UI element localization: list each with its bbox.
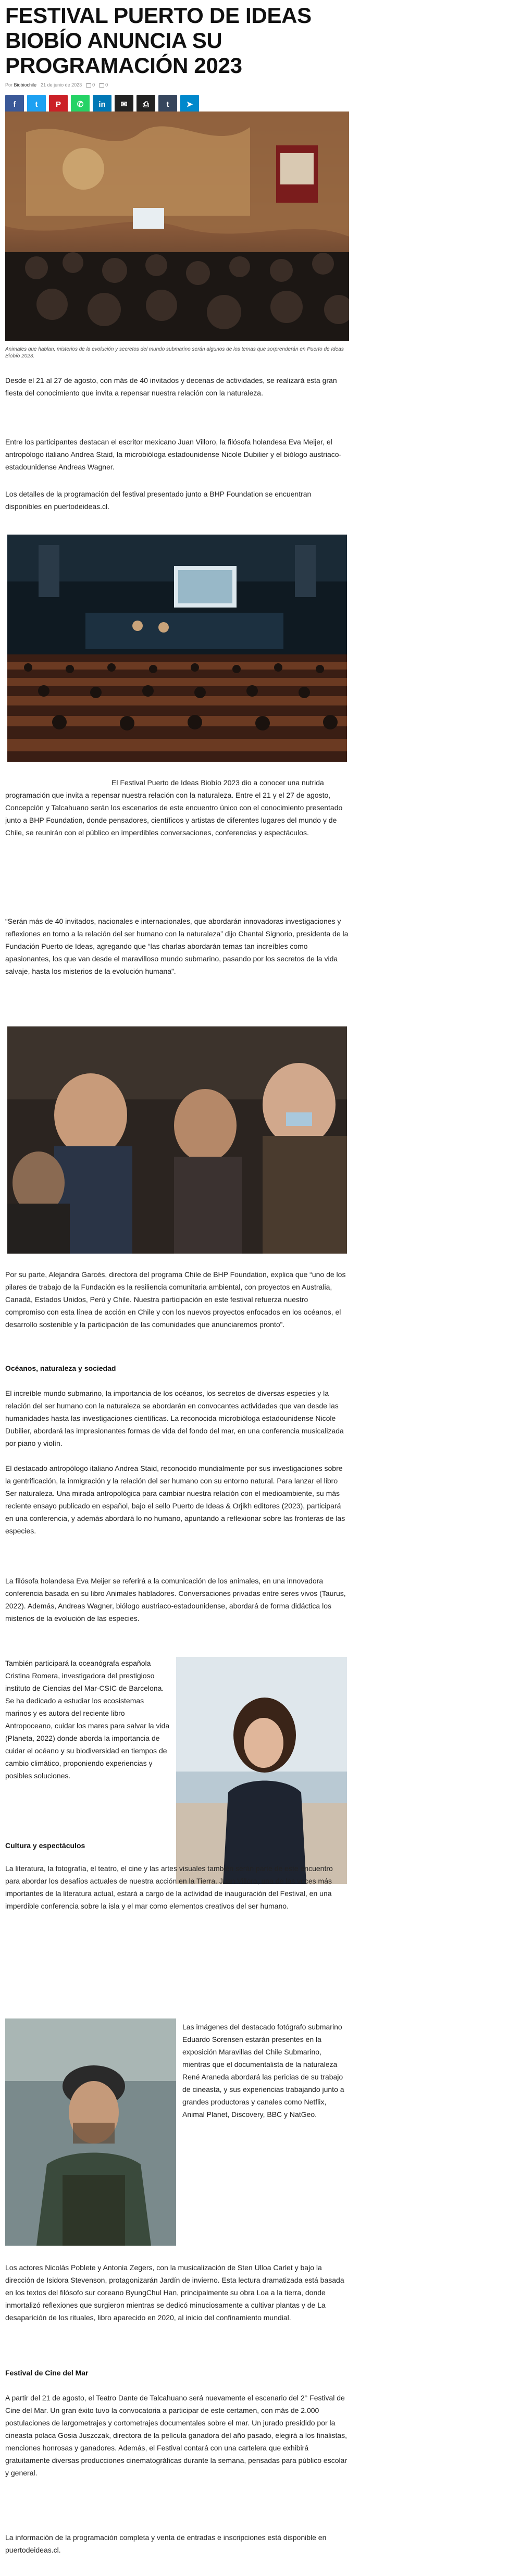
section-heading-oceanos: Océanos, naturaleza y sociedad xyxy=(5,1364,116,1372)
eye-icon xyxy=(86,83,91,88)
paragraph-9: La filósofa holandesa Eva Meijer se referirá a la comunicación de los animales, en una innovadora conferencia basada en su libro Animales habladores. Conversaciones privadas entre seres vivos (Taurus, 2022). Además, Andreas Wagner, biólogo austriaco-estadounidense, abordará de forma didáctica los misterios de la evolución de las especies. xyxy=(5,1577,346,1623)
theatre-photo-illustration xyxy=(7,535,347,762)
share-email-button[interactable] xyxy=(115,95,133,114)
views-count: 0 xyxy=(92,82,95,88)
hero-caption: Animales que hablan, misterios de la evolución y secretos del mundo submarino serán algunos de los temas que sorprenderán en Puerto de Ideas Biobío 2023. xyxy=(5,346,344,359)
comment-icon xyxy=(99,83,104,88)
share-tumblr-button[interactable] xyxy=(158,95,177,114)
share-telegram-button[interactable] xyxy=(180,95,199,114)
paragraph-13: Los actores Nicolás Poblete y Antonia Zegers, con la musicalización de Sten Ulloa Carlet y bajo la dirección de Isidora Stevenson, protagonizarán Jardín de invierno. Esta lectura dramatizada está basada en los textos del filósofo sur coreano ByungChul Han, principalmente su obra Loa a la tierra, donde inmortalizó reflexiones que surgieron mientras se dedicó minuciosamente a cultivar plantas y de La desaparición de los rituales, libro aparecido en 2020, al inicio del confinamiento mundial. xyxy=(5,2263,344,2322)
print-icon: ⎙ xyxy=(142,100,149,109)
meta-prefix: Por xyxy=(5,82,13,88)
paragraph-5: “Serán más de 40 invitados, nacionales e internacionales, que abordarán innovadoras investigaciones y reflexiones en torno a la relación del ser humano con la naturaleza” dijo Chantal Signorio, presidenta de la Fundación Puerto de Ideas, agregando que “las charlas abordarán temas tan increíbles como apasionantes, los que van desde el maravilloso mundo submarino, pasando por los secretos de la vida salvaje, hasta los misterios de la evolución humana”. xyxy=(5,917,349,975)
paragraph-10: También participará la oceanógrafa española Cristina Romera, investigadora del prestigioso instituto de Ciencias del Mar-CSIC de Barcelona. Se ha dedicado a estudiar los ecosistemas marinos y es autora del reciente libro Antropoceano, cuidar los mares para salvar la vida (Planeta, 2022) donde aborda la importancia de cuidar el océano y su biodiversidad en tiempos de cambio climático, proponiendo experiencias y posibles soluciones. xyxy=(5,1659,170,1780)
romera-photo xyxy=(176,1657,347,1884)
paragraph-15: La información de la programación completa y venta de entradas e inscripciones está disponible en puertodeideas.cl. xyxy=(5,2533,327,2554)
theatre-photo xyxy=(7,535,347,762)
paragraph-7: El increíble mundo submarino, la importancia de los océanos, los secretos de diversas especies y la relación del ser humano con la naturaleza se abordarán en convocantes actividades que van desde las humanidades hasta las investigaciones científicas. La reconocida microbióloga estadounidense Nicole Dubilier, abordará las impresionantes formas de vida del fondo del mar, en una conferencia musicalizada por piano y violín. xyxy=(5,1389,344,1447)
meta-comments[interactable] xyxy=(99,82,108,88)
author-link[interactable]: Biobiochile xyxy=(14,82,37,88)
article xyxy=(5,0,349,114)
pinterest-icon: P xyxy=(55,100,61,109)
meta-author xyxy=(5,82,36,88)
share-buttons xyxy=(5,95,349,114)
paragraph-14: A partir del 21 de agosto, el Teatro Dante de Talcahuano será nuevamente el escenario del 2° Festival de Cine del Mar. Un gran éxito tuvo la convocatoria a participar de este certamen, con más de 2.000 postulaciones de largometrajes y cortometrajes documentales sobre el mar. Un jurado presidido por la cineasta polaca Gosia Juszczak, directora de la película ganadora del año pasado, elegirá a los finalistas, menciones honrosas y ganadores. Además, el Festival contará con una cartelera que exhibirá gratuitamente diversas producciones cinematográficas durante la semana, pensadas para público escolar y general. xyxy=(5,2394,348,2477)
whatsapp-icon: ✆ xyxy=(77,100,84,109)
paragraph-11: La literatura, la fotografía, el teatro, el cine y las artes visuales también serán parte de este encuentro para abordar los desafíos actuales de nuestra acción en la Tierra. Juan Villoro, una de las voces más importantes de la literatura actual, estará a cargo de la actividad de inauguración del Festival, en una imperdible conferencia sobre la isla y el mar como elementos creativos del ser humano. xyxy=(5,1864,333,1910)
comments-count: 0 xyxy=(105,82,108,88)
hero-photo-illustration xyxy=(5,112,349,341)
paragraph-1: Desde el 21 al 27 de agosto, con más de 40 invitados y decenas de actividades, se realizará esta gran fiesta del conocimiento que invita a repensar nuestra relación con la naturaleza. xyxy=(5,376,337,397)
hero-photo xyxy=(5,112,349,341)
section-heading-cine: Festival de Cine del Mar xyxy=(5,2369,89,2377)
email-icon: ✉ xyxy=(120,100,128,109)
sorensen-photo xyxy=(5,2018,176,2246)
share-whatsapp-button[interactable] xyxy=(71,95,90,114)
linkedin-icon: in xyxy=(98,100,106,109)
paragraph-2: Entre los participantes destacan el escritor mexicano Juan Villoro, la filósofa holandesa Eva Meijer, el antropólogo italiano Andrea Staid, la microbióloga estadounidense Nicole Dubilier y el biólogo austriaco-estadounidense Andreas Wagner. xyxy=(5,438,342,471)
facebook-icon: f xyxy=(13,100,16,109)
share-linkedin-button[interactable] xyxy=(93,95,111,114)
share-twitter-button[interactable] xyxy=(27,95,46,114)
share-print-button[interactable] xyxy=(137,95,155,114)
sorensen-photo-illustration xyxy=(5,2018,176,2246)
paragraph-12: Las imágenes del destacado fotógrafo submarino Eduardo Sorensen estarán presentes en la exposición Maravillas del Chile Submarino, mientras que el documentalista de la naturaleza René Araneda abordará las pericias de su trabajo de cineasta, y sus experiencias trabajando junto a grandes productoras y canales como Netflix, Animal Planet, Discovery, BBC y NatGeo. xyxy=(182,2023,344,2119)
article-title: FESTIVAL PUERTO DE IDEAS BIOBÍO ANUNCIA SU PROGRAMACIÓN 2023 xyxy=(5,3,312,78)
audience-photo-illustration xyxy=(7,1026,347,1254)
telegram-icon: ➤ xyxy=(186,100,193,109)
paragraph-8: El destacado antropólogo italiano Andrea Staid, reconocido mundialmente por sus investigaciones sobre la gentrificación, la inmigración y la relación del ser humano con su entorno natural. Para lanzar el libro Ser naturaleza. Una mirada antropológica para cambiar nuestra relación con el medioambiente, su más reciente ensayo publicado en español, bajo el sello Puerto de Ideas & Orjikh editores (2023), participará en una conferencia, y además abordará lo no humano, apuntando a reflexionar sobre las fronteras de las especies. xyxy=(5,1464,345,1535)
meta-date: 21 de junio de 2023 xyxy=(41,82,82,88)
share-facebook-button[interactable] xyxy=(5,95,24,114)
twitter-icon: t xyxy=(35,100,38,109)
tumblr-icon: t xyxy=(166,100,169,109)
romera-photo-illustration xyxy=(176,1657,347,1884)
meta-views xyxy=(86,82,95,88)
article-meta xyxy=(5,82,349,88)
paragraph-3: Los detalles de la programación del festival presentado junto a BHP Foundation se encuentran disponibles en puertodeideas.cl. xyxy=(5,490,312,511)
share-pinterest-button[interactable] xyxy=(49,95,68,114)
paragraph-4: El Festival Puerto de Ideas Biobío 2023 dio a conocer una nutrida programación que invita a repensar nuestra relación con la naturaleza. Entre el 21 y el 27 de agosto, Concepción y Talcahuano serán los escenarios de este encuentro único con el conocimiento presentado junto a BHP Foundation, donde pensadores, científicos y artistas de diferentes lugares del mundo y de Chile, se reunirán con el público en imperdibles conversaciones, conferencias y espectáculos. xyxy=(5,778,343,837)
audience-photo xyxy=(7,1026,347,1254)
section-heading-cultura: Cultura y espectáculos xyxy=(5,1841,85,1850)
paragraph-6: Por su parte, Alejandra Garcés, directora del programa Chile de BHP Foundation, explica que “uno de los pilares de trabajo de la Fundación es la resiliencia comunitaria ambiental, con proyectos en Australia, Canadá, Estados Unidos, Perú y Chile. Nuestra participación en este festival refuerza nuestro compromiso con esta línea de acción en Chile y con los nuevos proyectos enfocados en los océanos, el desarrollo sostenible y la participación de las comunidades que anunciaremos pronto”. xyxy=(5,1270,346,1329)
